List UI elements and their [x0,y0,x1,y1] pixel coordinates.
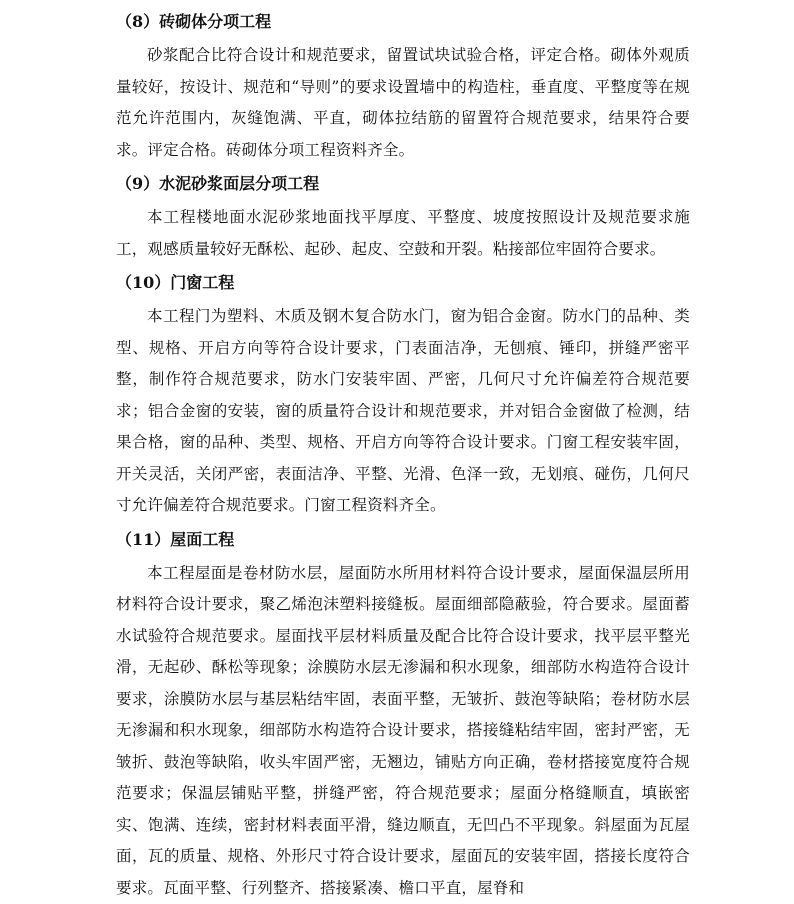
section-body-mortar-surface: 本工程楼地面水泥砂浆地面找平厚度、平整度、坡度按照设计及规范要求施工，观感质量较好无酥松、起砂、起皮、空鼓和开裂。粘接部位牢固符合要求。 [116,202,690,265]
section-body-doors-windows: 本工程门为塑料、木质及钢木复合防水门，窗为铝合金窗。防水门的品种、类型、规格、开启方向等符合设计要求，门表面洁净，无刨痕、锤印，拼缝严密平整，制作符合规范要求，防水门安装牢固、严密，几何尺寸允许偏差符合规范要求；铝合金窗的安装，窗的质量符合设计和规范要求，并对铝合金窗做了检测，结果合格，窗的品种、类型、规格、开启方向等符合设计要求。门窗工程安装牢固，开关灵活，关闭严密，表面洁净、平整、光滑、色泽一致，无划痕、碰伤，几何尺寸允许偏差符合规范要求。门窗工程资料齐全。 [116,301,690,522]
section-heading-roofing: （11）屋面工程 [116,522,690,558]
section-body-masonry: 砂浆配合比符合设计和规范要求，留置试块试验合格，评定合格。砌体外观质量较好，按设计、规范和“导则”的要求设置墙中的构造柱，垂直度、平整度等在规范允许范围内，灰缝饱满、平直，砌体拉结筋的留置符合规范要求，结果符合要求。评定合格。砖砌体分项工程资料齐全。 [116,40,690,166]
section-body-roofing: 本工程屋面是卷材防水层，屋面防水所用材料符合设计要求，屋面保温层所用材料符合设计要求，聚乙烯泡沫塑料接缝板。屋面细部隐蔽验，符合要求。屋面蓄水试验符合规范要求。屋面找平层材料质量及配合比符合设计要求，找平层平整光滑，无起砂、酥松等现象；涂膜防水层无渗漏和积水现象，细部防水构造符合设计要求，涂膜防水层与基层粘结牢固，表面平整，无皱折、鼓泡等缺陷；卷材防水层无渗漏和积水现象，细部防水构造符合设计要求，搭接缝粘结牢固，密封严密，无皱折、鼓泡等缺陷，收头牢固严密，无翘边，铺贴方向正确，卷材搭接宽度符合规范要求；保温层铺贴平整，拼缝严密，符合规范要求；屋面分格缝顺直，填嵌密实、饱满、连续，密封材料表面平滑，缝边顺直，无凹凸不平现象。斜屋面为瓦屋面，瓦的质量、规格、外形尺寸符合设计要求，屋面瓦的安装牢固，搭接长度符合要求。瓦面平整、行列整齐、搭接紧凑、檐口平直，屋脊和 [116,558,690,904]
document-page [116,4,690,904]
section-heading-mortar-surface: （9）水泥砂浆面层分项工程 [116,166,690,202]
section-heading-doors-windows: （10）门窗工程 [116,265,690,301]
section-heading-masonry: （8）砖砌体分项工程 [116,4,690,40]
